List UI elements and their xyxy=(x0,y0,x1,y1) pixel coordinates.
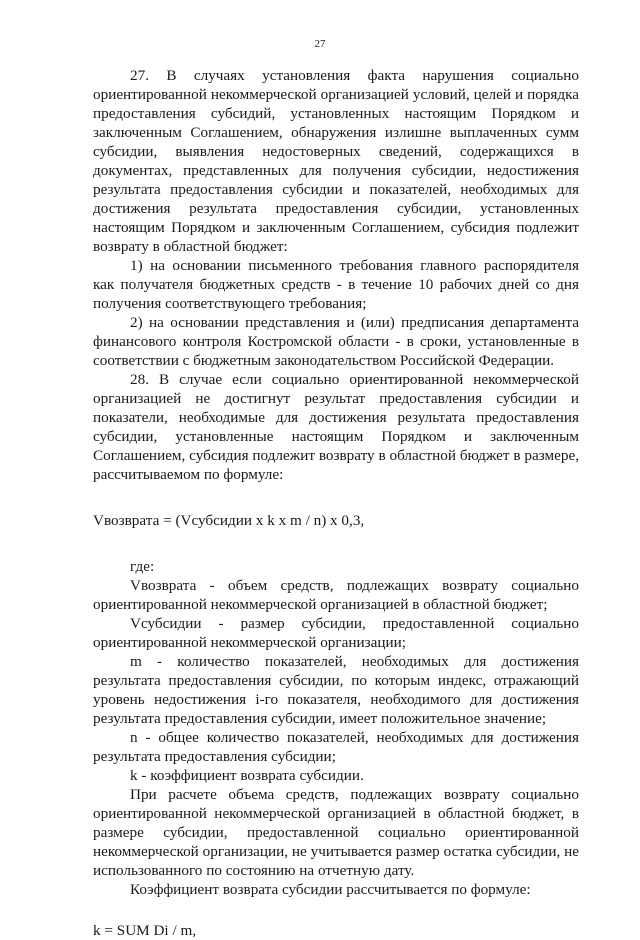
paragraph-27-item-1: 1) на основании письменного требования главного распорядителя как получателя бюджетных средств - в течение 10 рабочих дней со дня получения соответствующего требования; xyxy=(93,257,579,312)
document-body xyxy=(93,66,579,940)
paragraph-27-item-2: 2) на основании представления и (или) предписания департамента финансового контроля Костромской области - в сроки, установленные в соответствии с бюджетным законодательством Российской Федерации. xyxy=(93,314,579,369)
paragraph-28: 28. В случае если социально ориентированной некоммерческой организацией не достигнут результат предоставления субсидии и показатели, необходимые для достижения результата предоставления субсидии, установленные настоящим Порядком и заключенным Соглашением, субсидия подлежит возврату в областной бюджет в размере, рассчитываемом по формуле: xyxy=(93,371,579,483)
definition-n: n - общее количество показателей, необходимых для достижения результата предоставления субсидии; xyxy=(93,729,579,765)
page-number: 27 xyxy=(314,38,326,50)
paragraph-coefficient-intro: Коэффициент возврата субсидии рассчитывается по формуле: xyxy=(130,881,531,898)
paragraph-27: 27. В случаях установления факта нарушения социально ориентированной некоммерческой организацией условий, целей и порядка предоставления субсидий, установленных настоящим Порядком и заключенным Соглашением, обнаружения излишне выплаченных сумм субсидии, выявления недостоверных сведений, содержащихся в документах, представленных для получения субсидии, недостижения результата предоставления субсидии и показателей, необходимых для достижения результата предоставления субсидии, установленных настоящим Порядком и заключенным Соглашением, субсидия подлежит возврату в областной бюджет: xyxy=(93,67,579,255)
definition-v-subsidii: Vсубсидии - размер субсидии, предоставленной социально ориентированной некоммерческой организации; xyxy=(93,615,579,651)
formula-coefficient: k = SUM Di / m, xyxy=(93,922,197,939)
definition-v-vozvrata: Vвозврата - объем средств, подлежащих возврату социально ориентированной некоммерческой организацией в областной бюджет; xyxy=(93,577,579,613)
paragraph-calculation-note: При расчете объема средств, подлежащих возврату социально ориентированной некоммерческой организацией в областной бюджет, в размере субсидии, предоставленной социально ориентированной некоммерческой организации, не учитывается размер остатка субсидии, не использованного по состоянию на отчетную дату. xyxy=(93,786,579,879)
formula-return-volume: Vвозврата = (Vсубсидии x k x m / n) x 0,3, xyxy=(93,512,365,529)
definition-m: m - количество показателей, необходимых для достижения результата предоставления субсидии, по которым индекс, отражающий уровень недостижения i-го показателя, необходимого для достижения результата предоставления субсидии, имеет положительное значение; xyxy=(93,653,579,727)
definition-k: k - коэффициент возврата субсидии. xyxy=(130,767,364,784)
where-label: где: xyxy=(130,558,155,575)
